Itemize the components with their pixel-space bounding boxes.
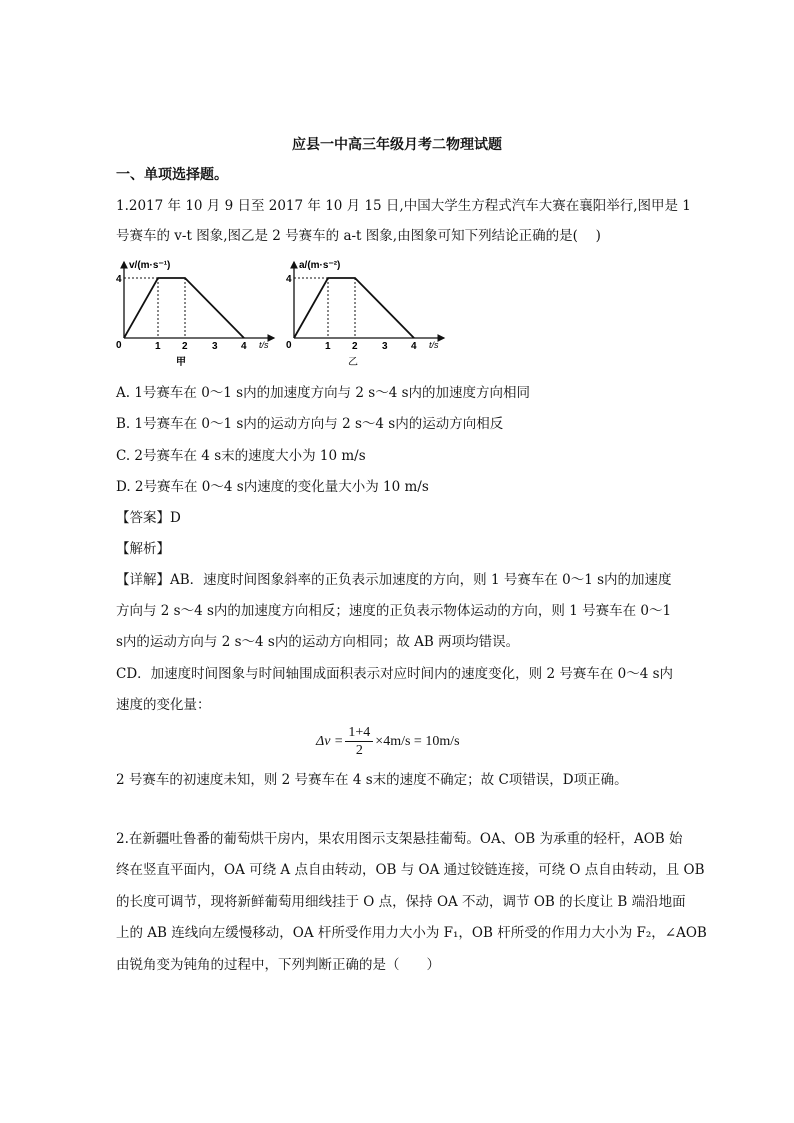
detail-line: CD．加速度时间图象与时间轴围成面积表示对应时间内的速度变化，则 2 号赛车在 0～4 s内 <box>116 666 674 682</box>
option-a: A. 1号赛车在 0～1 s内的加速度方向与 2 s～4 s内的加速度方向相同 <box>116 385 531 401</box>
graph-caption: 乙 <box>348 357 358 368</box>
answer: 【答案】D <box>116 510 181 526</box>
x-tick-label: 4 <box>411 341 417 352</box>
origin-label: 0 <box>116 340 122 351</box>
graph-jia <box>114 256 280 372</box>
q2-line: 终在竖直平面内，OA 可绕 A 点自由转动，OB 与 OA 通过铰链连接，可绕 O 点自由转动，且 OB <box>116 862 705 878</box>
q2-line: 上的 AB 连线向左缓慢移动，OA 杆所受作用力大小为 F₁，OB 杆所受的作用力大小为 F₂，∠AOB <box>116 925 707 941</box>
q2-line: 2.在新疆吐鲁番的葡萄烘干房内，果农用图示支架悬挂葡萄。OA、OB 为承重的轻杆，AOB 始 <box>116 831 683 847</box>
fraction-numerator: 1+4 <box>345 724 373 742</box>
section-heading: 一、单项选择题。 <box>116 167 228 183</box>
x-axis-label: t/s <box>429 340 439 350</box>
detail-line: 方向与 2 s～4 s内的加速度方向相反；速度的正负表示物体运动的方向，则 1 号赛车在 0～1 <box>116 603 672 619</box>
at-series-line <box>294 278 414 338</box>
graph-caption: 甲 <box>176 357 186 368</box>
option-c: C. 2号赛车在 4 s末的速度大小为 10 m/s <box>116 448 366 464</box>
y-axis-label: v/(m·s⁻¹) <box>129 260 171 271</box>
analysis-label: 【解析】 <box>116 541 170 557</box>
x-tick-label: 2 <box>352 341 358 352</box>
graph-yi <box>284 256 450 372</box>
x-tick-label: 3 <box>382 341 388 352</box>
origin-label: 0 <box>286 340 292 351</box>
detail-line: 速度的变化量： <box>116 697 211 713</box>
y-axis-label: a/(m·s⁻²) <box>299 260 341 271</box>
paper-title: 应县一中高三年级月考二物理试题 <box>292 137 502 153</box>
q1-stem-line1: 1.2017 年 10 月 9 日至 2017 年 10 月 15 日,中国大学生方程式汽车大赛在襄阳举行,图甲是 1 <box>116 198 691 214</box>
formula-fraction <box>345 724 373 759</box>
detail-line: 【详解】AB．速度时间图象斜率的正负表示加速度的方向，则 1 号赛车在 0～1 s内的加速度 <box>116 572 672 588</box>
formula-rhs: ×4m/s = 10m/s <box>375 733 460 749</box>
x-tick-label: 1 <box>325 341 331 352</box>
x-tick-label: 2 <box>182 341 188 352</box>
delta-v-formula <box>316 724 460 759</box>
fraction-denominator: 2 <box>355 743 363 758</box>
x-tick-label: 4 <box>241 341 247 352</box>
y-tick-label: 4 <box>116 274 122 285</box>
option-d: D. 2号赛车在 0～4 s内速度的变化量大小为 10 m/s <box>116 479 429 495</box>
x-tick-label: 3 <box>212 341 218 352</box>
vt-series-line <box>124 278 244 338</box>
y-tick-label: 4 <box>286 274 292 285</box>
q2-line: 的长度可调节，现将新鲜葡萄用细线挂于 O 点，保持 OA 不动，调节 OB 的长度让 B 端沿地面 <box>116 894 686 910</box>
q1-stem-line2: 号赛车的 v-t 图象,图乙是 2 号赛车的 a-t 图象,由图象可知下列结论正确的是( ) <box>116 228 601 244</box>
conclusion-line: 2 号赛车的初速度未知，则 2 号赛车在 4 s末的速度不确定；故 C项错误，D项正确。 <box>116 772 628 788</box>
formula-lhs: Δv = <box>316 733 344 749</box>
x-tick-label: 1 <box>155 341 161 352</box>
q2-line: 由锐角变为钝角的过程中，下列判断正确的是（ ） <box>116 957 440 973</box>
option-b: B. 1号赛车在 0～1 s内的运动方向与 2 s～4 s内的运动方向相反 <box>116 416 504 432</box>
x-axis-label: t/s <box>259 340 269 350</box>
detail-line: s内的运动方向与 2 s～4 s内的运动方向相同；故 AB 两项均错误。 <box>116 634 520 650</box>
